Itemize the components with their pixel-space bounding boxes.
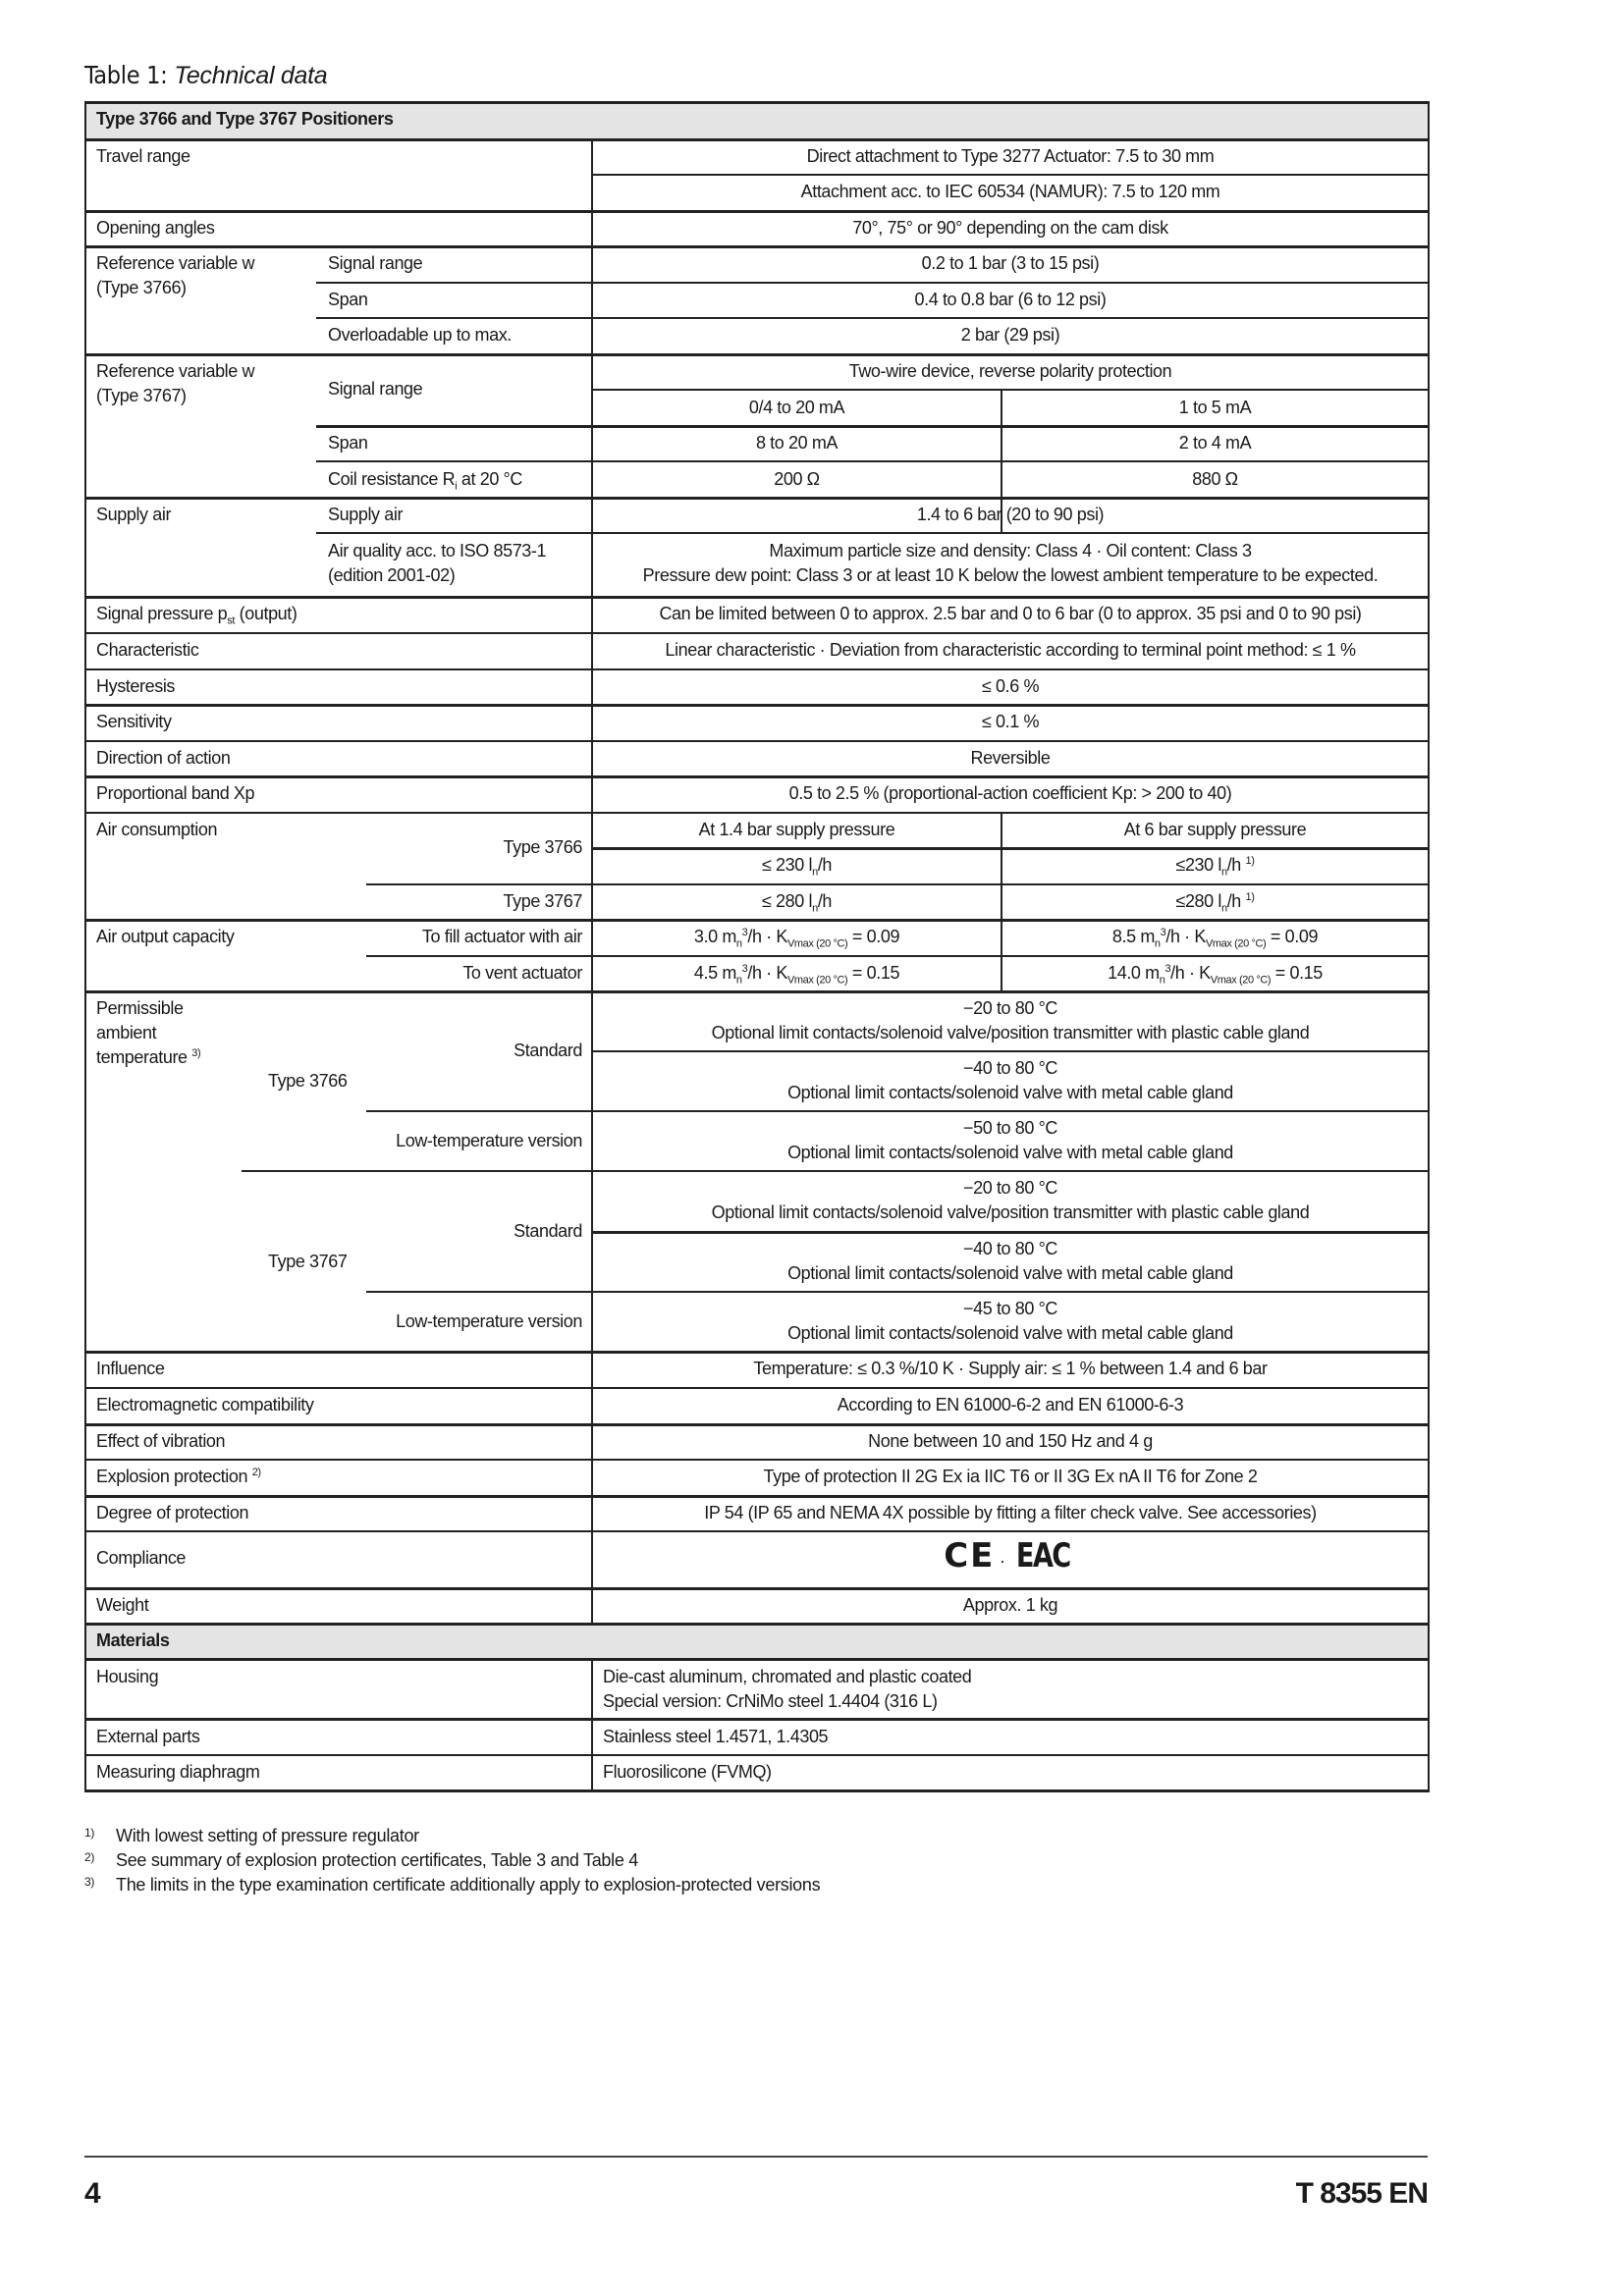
diaphragm-value: Fluorosilicone (FVMQ) (603, 1762, 772, 1782)
sub-label-span: Span (328, 290, 368, 309)
air-consumption-3767-a: ≤ 280 $l_n/h$ (761, 891, 833, 915)
air-quality-label-line1: Air quality acc. to ISO 8573-1 (328, 541, 547, 561)
row-label-prop-band: Proportional band Xp (96, 783, 255, 803)
ref-3767-label-line1: Reference variable w (96, 361, 255, 381)
row-label-sensitivity: Sensitivity (96, 712, 172, 731)
ambient-type-3766: Type 3766 (268, 1071, 348, 1091)
row-label-hysteresis: Hysteresis (96, 676, 176, 696)
air-quality-value (593, 539, 1428, 588)
table-title (84, 61, 327, 90)
table-border-bottom (84, 1789, 1430, 1792)
ambient-3766-low-1: −50 to 80 °C Optional limit contacts/solenoid valve with metal cable gland (787, 1118, 1233, 1162)
ambient-3767-low: Low-temperature version (396, 1311, 582, 1331)
characteristic-value: Linear characteristic · Deviation from characteristic according to terminal point method: ≤ 1 % (665, 640, 1356, 660)
air-consumption-head-b: At 6 bar supply pressure (1123, 820, 1307, 839)
housing-value: Die-cast aluminum, chromated and plastic coated Special version: CrNiMo steel 1.4404 (316 L) (603, 1667, 972, 1711)
hysteresis-value: ≤ 0.6 % (981, 676, 1040, 696)
travel-range-direct: Direct attachment to Type 3277 Actuator: 7.5 to 30 mm (806, 146, 1215, 166)
air-consumption-3767-b: ≤280 $l_n/h$ $^{1)}$ (1175, 891, 1255, 915)
row-label-emc: Electromagnetic compatibility (96, 1395, 314, 1415)
row-label-degree: Degree of protection (96, 1503, 249, 1522)
ambient-type-3767: Type 3767 (268, 1252, 348, 1271)
sub-label-span: Span (328, 433, 368, 453)
vibration-value: None between 10 and 150 Hz and 4 g (868, 1431, 1153, 1451)
explosion-value: Type of protection II 2G Ex ia IIC T6 or II 3G Ex nA II T6 for Zone 2 (763, 1467, 1258, 1486)
section-header-materials: Materials (96, 1630, 170, 1650)
influence-value: Temperature: ≤ 0.3 %/10 K · Supply air: ≤ 1 % between 1.4 and 6 bar (753, 1359, 1268, 1378)
footnote: 3) The limits in the type examination certificate additionally apply to explosion-protected versions (84, 1875, 821, 1895)
ref-3766-span-value: 0.4 to 0.8 bar (6 to 12 psi) (914, 290, 1107, 309)
row-label-influence: Influence (96, 1359, 165, 1378)
row-label-direction: Direction of action (96, 748, 231, 768)
air-output-fill-a: 3.0 $m_n^3/h \cdot K_{Vmax (20 ^\circ C)} = 0.09$ (693, 927, 900, 950)
degree-value: IP 54 (IP 65 and NEMA 4X possible by fitting a filter check valve. See accessories) (704, 1503, 1317, 1522)
row-label-explosion: Explosion protection $^{2)}$ (96, 1467, 261, 1486)
ambient-3766-standard-2: −40 to 80 °C Optional limit contacts/solenoid valve with metal cable gland (787, 1058, 1233, 1102)
row-label-travel-range: Travel range (96, 146, 190, 166)
ref-3766-label-line2: (Type 3766) (96, 278, 187, 297)
ref-3766-label-line1: Reference variable w (96, 253, 255, 273)
weight-value: Approx. 1 kg (962, 1595, 1058, 1615)
sensitivity-value: ≤ 0.1 % (981, 712, 1040, 731)
air-quality-line2: Pressure dew point: Class 3 or at least 10 K below the lowest ambient temperature to be expected. (642, 565, 1379, 585)
air-quality-label-line2: (edition 2001-02) (328, 565, 456, 585)
compliance-separator: · (1000, 1551, 1005, 1571)
ambient-3767-standard: Standard (514, 1221, 582, 1241)
air-consumption-type-3766: Type 3766 (503, 837, 582, 857)
row-label-ambient-temperature (96, 996, 200, 1070)
air-output-vent-a: 4.5 $m_n^3/h \cdot K_{Vmax (20 ^\circ C)} = 0.15$ (693, 963, 900, 987)
air-consumption-head-a: At 1.4 bar supply pressure (698, 820, 895, 839)
ref-3766-signal-range-value: 0.2 to 1 bar (3 to 15 psi) (921, 253, 1100, 273)
air-output-vent-label: To vent actuator (462, 963, 582, 983)
travel-range-namur: Attachment acc. to IEC 60534 (NAMUR): 7.5 to 120 mm (800, 182, 1220, 201)
sub-label-supply-air: Supply air (328, 505, 404, 524)
ref-3767-label-line2: (Type 3767) (96, 386, 187, 405)
value-column-divider (591, 1659, 593, 1790)
sub-label-signal-range: Signal range (328, 253, 423, 273)
row-label-ref-3766 (96, 251, 254, 300)
row-label-air-output: Air output capacity (96, 927, 235, 946)
sub-label-air-quality (328, 539, 546, 588)
footer-divider (84, 2156, 1428, 2158)
document-id: T 8355 EN (1295, 2177, 1428, 2210)
ref-3767-two-wire: Two-wire device, reverse polarity protection (848, 361, 1172, 381)
ref-3767-span-b: 2 to 4 mA (1178, 433, 1252, 453)
air-quality-line1: Maximum particle size and density: Class 4 · Oil content: Class 3 (769, 541, 1252, 561)
ambient-3767-low-1: −45 to 80 °C Optional limit contacts/solenoid valve with metal cable gland (787, 1299, 1233, 1343)
prop-band-value: 0.5 to 2.5 % (proportional-action coefficient Kp: > 200 to 40) (788, 783, 1232, 803)
ce-mark-icon: CE (944, 1536, 996, 1575)
row-label-ref-3767 (96, 359, 254, 408)
row-label-opening-angles: Opening angles (96, 218, 215, 238)
external-parts-value: Stainless steel 1.4571, 1.4305 (603, 1727, 829, 1746)
ambient-3766-standard-1: −20 to 80 °C Optional limit contacts/solenoid valve/position transmitter with plastic cable gland (711, 998, 1310, 1042)
sub-label-signal-range: Signal range (328, 379, 423, 399)
row-label-signal-pressure: Signal pressure $p_{st}$ (output) (96, 604, 298, 627)
ref-3767-span-a: 8 to 20 mA (755, 433, 839, 453)
footnote: 2) See summary of explosion protection certificates, Table 3 and Table 4 (84, 1850, 638, 1870)
row-label-diaphragm: Measuring diaphragm (96, 1762, 260, 1782)
row-label-external-parts: External parts (96, 1727, 200, 1746)
ambient-label-line2: ambient (96, 1023, 157, 1042)
ref-3766-overload-value: 2 bar (29 psi) (960, 325, 1060, 345)
air-consumption-3766-b: ≤230 $l_n/h$ $^{1)}$ (1175, 855, 1255, 879)
table-number: Table 1: (84, 61, 168, 89)
row-label-vibration: Effect of vibration (96, 1431, 226, 1451)
sub-label-overload: Overloadable up to max. (328, 325, 512, 345)
ambient-3767-standard-1: −20 to 80 °C Optional limit contacts/solenoid valve/position transmitter with plastic cable gland (711, 1178, 1310, 1222)
row-label-characteristic: Characteristic (96, 640, 199, 660)
row-label-compliance: Compliance (96, 1548, 187, 1568)
ref-3767-coil-a: 200 Ω (774, 469, 820, 489)
sub-label-coil-resistance: Coil resistance $R_i$ at 20 °C (328, 469, 522, 493)
row-label-supply-air: Supply air (96, 505, 172, 524)
row-label-air-consumption: Air consumption (96, 820, 218, 839)
air-output-fill-label: To fill actuator with air (421, 927, 582, 946)
page-number: 4 (84, 2177, 100, 2210)
row-label-weight: Weight (96, 1595, 149, 1615)
supply-air-value: 1.4 to 6 bar (20 to 90 psi) (916, 505, 1105, 524)
signal-pressure-value: Can be limited between 0 to approx. 2.5 bar and 0 to 6 bar (0 to approx. 35 psi and 0 to 90 psi) (659, 604, 1362, 623)
opening-angles-value: 70°, 75° or 90° depending on the cam disk (852, 218, 1168, 238)
footnote: 1) With lowest setting of pressure regulator (84, 1826, 419, 1845)
ref-3767-signal-b: 1 to 5 mA (1178, 398, 1252, 417)
row-label-housing: Housing (96, 1667, 159, 1686)
ref-3767-signal-a: 0/4 to 20 mA (748, 398, 845, 417)
air-output-fill-b: 8.5 $m_n^3/h \cdot K_{Vmax (20 ^\circ C)} = 0.09$ (1111, 927, 1319, 950)
ambient-3766-low: Low-temperature version (396, 1131, 582, 1150)
emc-value: According to EN 61000-6-2 and EN 61000-6-3 (837, 1395, 1184, 1415)
ref-3767-coil-b: 880 Ω (1192, 469, 1238, 489)
ambient-label-line1: Permissible (96, 998, 184, 1018)
air-consumption-3766-a: ≤ 230 $l_n/h$ (761, 855, 833, 879)
eac-mark-icon: EAC (1016, 1536, 1070, 1575)
ambient-label-line3: temperature $^{3)}$ (96, 1047, 201, 1067)
compliance-marks (593, 1536, 1428, 1580)
ambient-3767-standard-2: −40 to 80 °C Optional limit contacts/solenoid valve with metal cable gland (787, 1239, 1233, 1283)
section-header-positioners: Type 3766 and Type 3767 Positioners (96, 109, 394, 129)
air-output-vent-b: 14.0 $m_n^3/h \cdot K_{Vmax (20 ^\circ C)} = 0.15$ (1108, 963, 1323, 987)
table-caption: Technical data (174, 62, 328, 89)
section-header-bg (84, 1624, 1428, 1659)
air-consumption-type-3767: Type 3767 (503, 891, 582, 911)
ambient-3766-standard: Standard (514, 1041, 582, 1060)
table-border-top (84, 101, 1430, 104)
direction-value: Reversible (970, 748, 1051, 768)
